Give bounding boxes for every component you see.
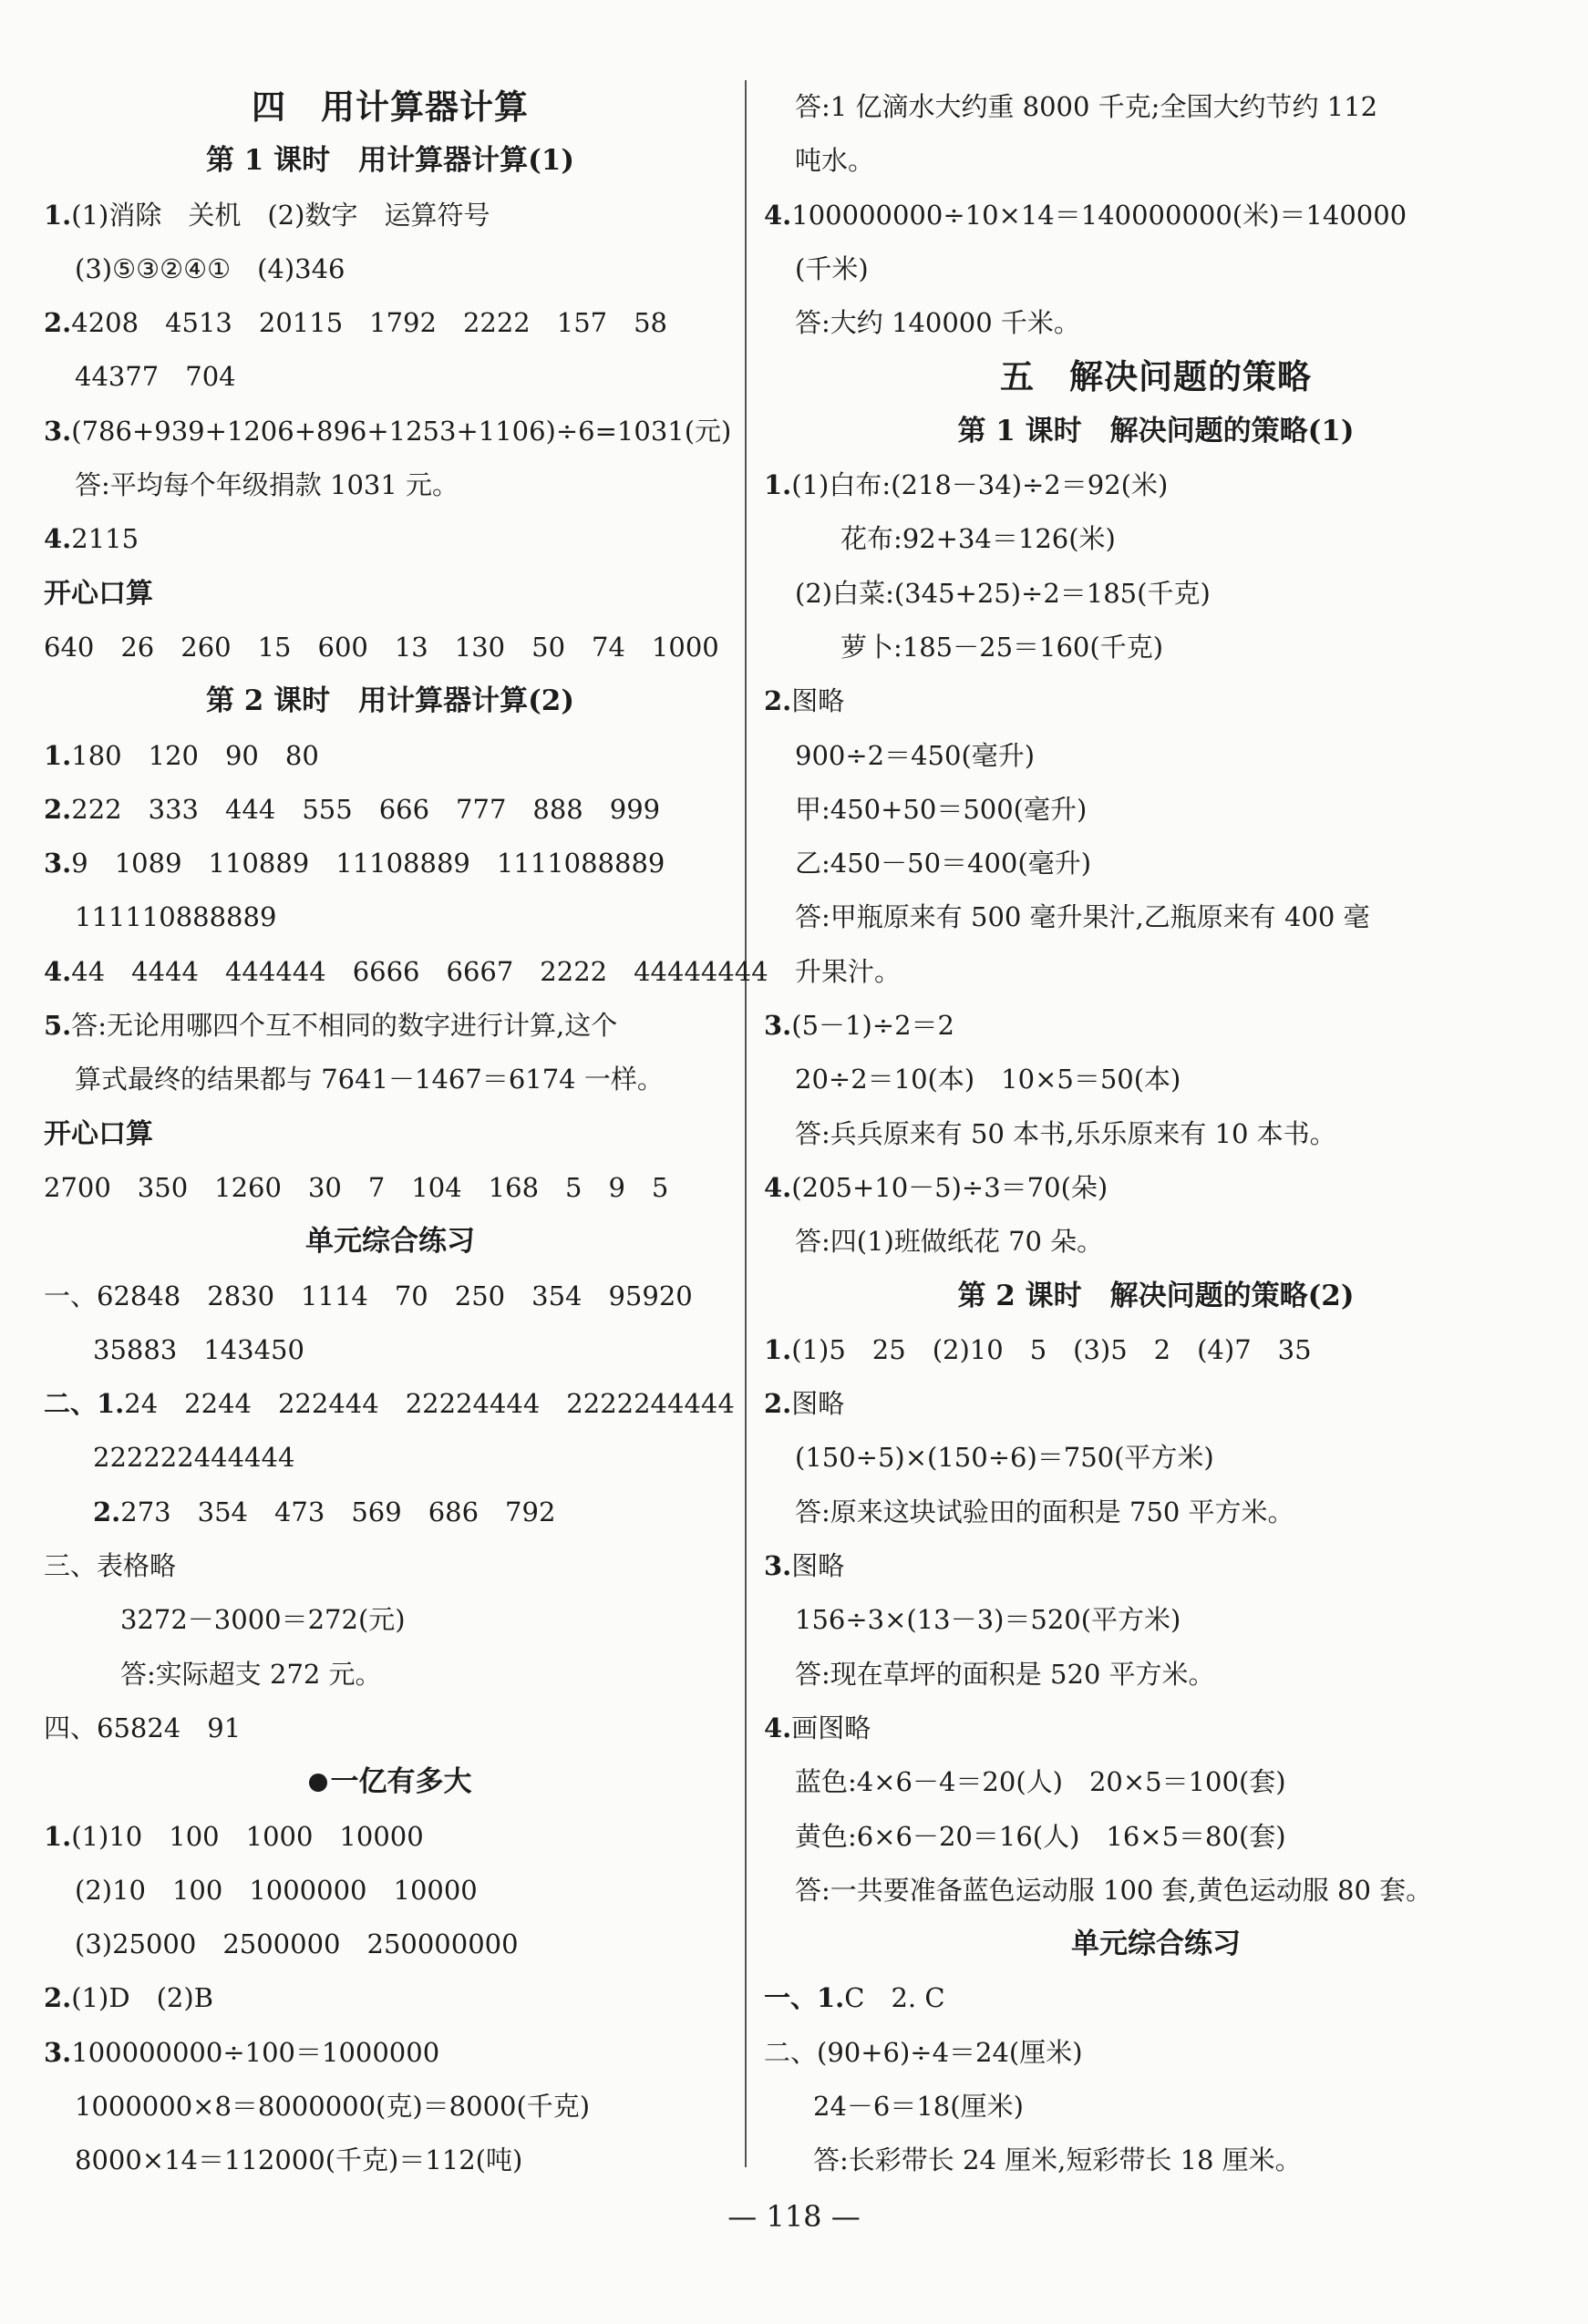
answer-line: 8000×14＝112000(千克)＝112(吨) xyxy=(75,2144,523,2176)
lesson-2-title: 第 2 课时 解决问题的策略(2) xyxy=(957,1279,1355,1312)
answer-line: 2.222 333 444 555 666 777 888 999 xyxy=(44,793,661,825)
unit-review-title: 单元综合练习 xyxy=(1071,1928,1241,1961)
answer-line: 3.9 1089 110889 11108889 1111088889 xyxy=(44,848,665,879)
answer-line: 3.(5－1)÷2＝2 xyxy=(764,1010,955,1042)
answer-line: 3272－3000＝272(元) xyxy=(120,1604,406,1636)
answer-line: 3.100000000÷100＝1000000 xyxy=(44,2036,440,2068)
answer-line: (千米) xyxy=(795,252,869,284)
answer-line: 4.44 4444 444444 6666 6667 2222 44444444 xyxy=(44,955,768,987)
answer-line: 答:兵兵原来有 50 本书,乐乐原来有 10 本书。 xyxy=(795,1117,1336,1149)
answer-line: 升果汁。 xyxy=(795,955,902,987)
answer-line: 3.(786+939+1206+896+1253+1106)÷6=1031(元) xyxy=(44,415,732,447)
answer-line: 20÷2＝10(本) 10×5＝50(本) xyxy=(795,1064,1181,1095)
unit-5-title: 五 解决问题的策略 xyxy=(1000,356,1312,397)
answer-line: (2)10 100 1000000 10000 xyxy=(75,1874,478,1906)
answer-line: 花布:92+34＝126(米) xyxy=(840,523,1116,555)
answer-line: 1.(1)5 25 (2)10 5 (3)5 2 (4)7 35 xyxy=(764,1333,1312,1365)
answer-line: 156÷3×(13－3)＝520(平方米) xyxy=(795,1604,1181,1636)
answer-line: 答:四(1)班做纸花 70 朵。 xyxy=(795,1226,1104,1258)
answer-line: 答:一共要准备蓝色运动服 100 套,黄色运动服 80 套。 xyxy=(795,1874,1433,1906)
mental-math-heading: 开心口算 xyxy=(44,1117,153,1150)
answer-line: 1000000×8＝8000000(克)＝8000(千克) xyxy=(75,2090,591,2122)
answer-line: 一、1.C 2. C xyxy=(764,1982,945,2014)
answer-line: 44377 704 xyxy=(75,361,236,393)
answer-line: 1.180 120 90 80 xyxy=(44,739,319,771)
answer-line: 4.(205+10－5)÷3＝70(朵) xyxy=(764,1171,1109,1203)
answer-line: 答:1 亿滴水大约重 8000 千克;全国大约节约 112 xyxy=(795,91,1378,122)
answer-line: 1.(1)消除 关机 (2)数字 运算符号 xyxy=(44,199,490,231)
answer-line: 四、65824 91 xyxy=(44,1712,242,1743)
answer-line: 2.4208 4513 20115 1792 2222 157 58 xyxy=(44,307,667,339)
answer-line: 吨水。 xyxy=(795,145,875,177)
answer-line: 蓝色:4×6－4＝20(人) 20×5＝100(套) xyxy=(795,1766,1286,1798)
answer-line: 答:实际超支 272 元。 xyxy=(120,1658,382,1690)
lesson-2-title: 第 2 课时 用计算器计算(2) xyxy=(205,684,575,718)
column-divider xyxy=(745,80,747,2167)
unit-review-title: 单元综合练习 xyxy=(305,1225,475,1259)
answer-line: 4.2115 xyxy=(44,523,139,555)
answer-line: 1.(1)白布:(218－34)÷2＝92(米) xyxy=(764,469,1169,501)
right-column xyxy=(764,80,1548,2188)
answer-line: 4.100000000÷10×14＝140000000(米)＝140000 xyxy=(764,199,1408,231)
answer-line: (3)⑤③②④① (4)346 xyxy=(75,252,345,284)
unit-4-title: 四 用计算器计算 xyxy=(252,87,529,127)
left-column xyxy=(44,80,768,2188)
answer-line: (3)25000 2500000 250000000 xyxy=(75,1928,519,1960)
answer-line: 111110888889 xyxy=(75,901,277,933)
answer-line: (150÷5)×(150÷6)＝750(平方米) xyxy=(795,1442,1214,1474)
answer-line: 算式最终的结果都与 7641－1467＝6174 一样。 xyxy=(75,1064,664,1095)
lesson-1-title: 第 1 课时 用计算器计算(1) xyxy=(205,144,575,178)
mental-math-answers: 640 26 260 15 600 13 130 50 74 1000 xyxy=(44,631,719,663)
answer-line: 5.答:无论用哪四个互不相同的数字进行计算,这个 xyxy=(44,1010,618,1042)
answer-line: 3.图略 xyxy=(764,1550,845,1582)
answer-line: 答:甲瓶原来有 500 毫升果汁,乙瓶原来有 400 毫 xyxy=(795,901,1370,933)
lesson-1-title: 第 1 课时 解决问题的策略(1) xyxy=(957,414,1355,447)
one-hundred-million-title: 一亿有多大 xyxy=(44,1755,737,1809)
answer-line: 三、表格略 xyxy=(44,1550,177,1582)
answer-line: 4.画图略 xyxy=(764,1712,871,1743)
mental-math-heading: 开心口算 xyxy=(44,577,153,610)
answer-line: 24－6＝18(厘米) xyxy=(813,2090,1024,2122)
answer-line: 乙:450－50＝400(毫升) xyxy=(795,848,1092,879)
bullet-dot-icon xyxy=(309,1774,327,1792)
answer-line: (2)白菜:(345+25)÷2＝185(千克) xyxy=(795,577,1211,609)
page-number: — 118 — xyxy=(727,2199,861,2234)
answer-line: 900÷2＝450(毫升) xyxy=(795,739,1036,771)
answer-line: 2.273 354 473 569 686 792 xyxy=(93,1496,556,1527)
answer-line: 35883 143450 xyxy=(93,1333,304,1365)
answer-line: 二、1.24 2244 222444 22224444 2222244444 xyxy=(44,1388,735,1420)
answer-line: 黄色:6×6－20＝16(人) 16×5＝80(套) xyxy=(795,1820,1286,1852)
answer-line: 答:现在草坪的面积是 520 平方米。 xyxy=(795,1658,1215,1690)
answer-line: 答:大约 140000 千米。 xyxy=(795,307,1080,339)
mental-math-answers: 2700 350 1260 30 7 104 168 5 9 5 xyxy=(44,1171,669,1203)
answer-line: 一、62848 2830 1114 70 250 354 95920 xyxy=(44,1280,693,1311)
answer-line: 222222444444 xyxy=(93,1442,295,1474)
answer-line: 萝卜:185－25＝160(千克) xyxy=(840,631,1164,663)
answer-line: 答:原来这块试验田的面积是 750 平方米。 xyxy=(795,1496,1294,1527)
answer-line: 甲:450+50＝500(毫升) xyxy=(795,793,1088,825)
answer-line: 2.图略 xyxy=(764,1388,845,1420)
answer-line: 2.(1)D (2)B xyxy=(44,1982,214,2014)
answer-line: 答:平均每个年级捐款 1031 元。 xyxy=(75,469,459,501)
answer-line: 1.(1)10 100 1000 10000 xyxy=(44,1820,424,1852)
answer-line: 2.图略 xyxy=(764,685,845,717)
answer-line: 二、(90+6)÷4＝24(厘米) xyxy=(764,2036,1083,2068)
answer-line: 答:长彩带长 24 厘米,短彩带长 18 厘米。 xyxy=(813,2144,1302,2176)
